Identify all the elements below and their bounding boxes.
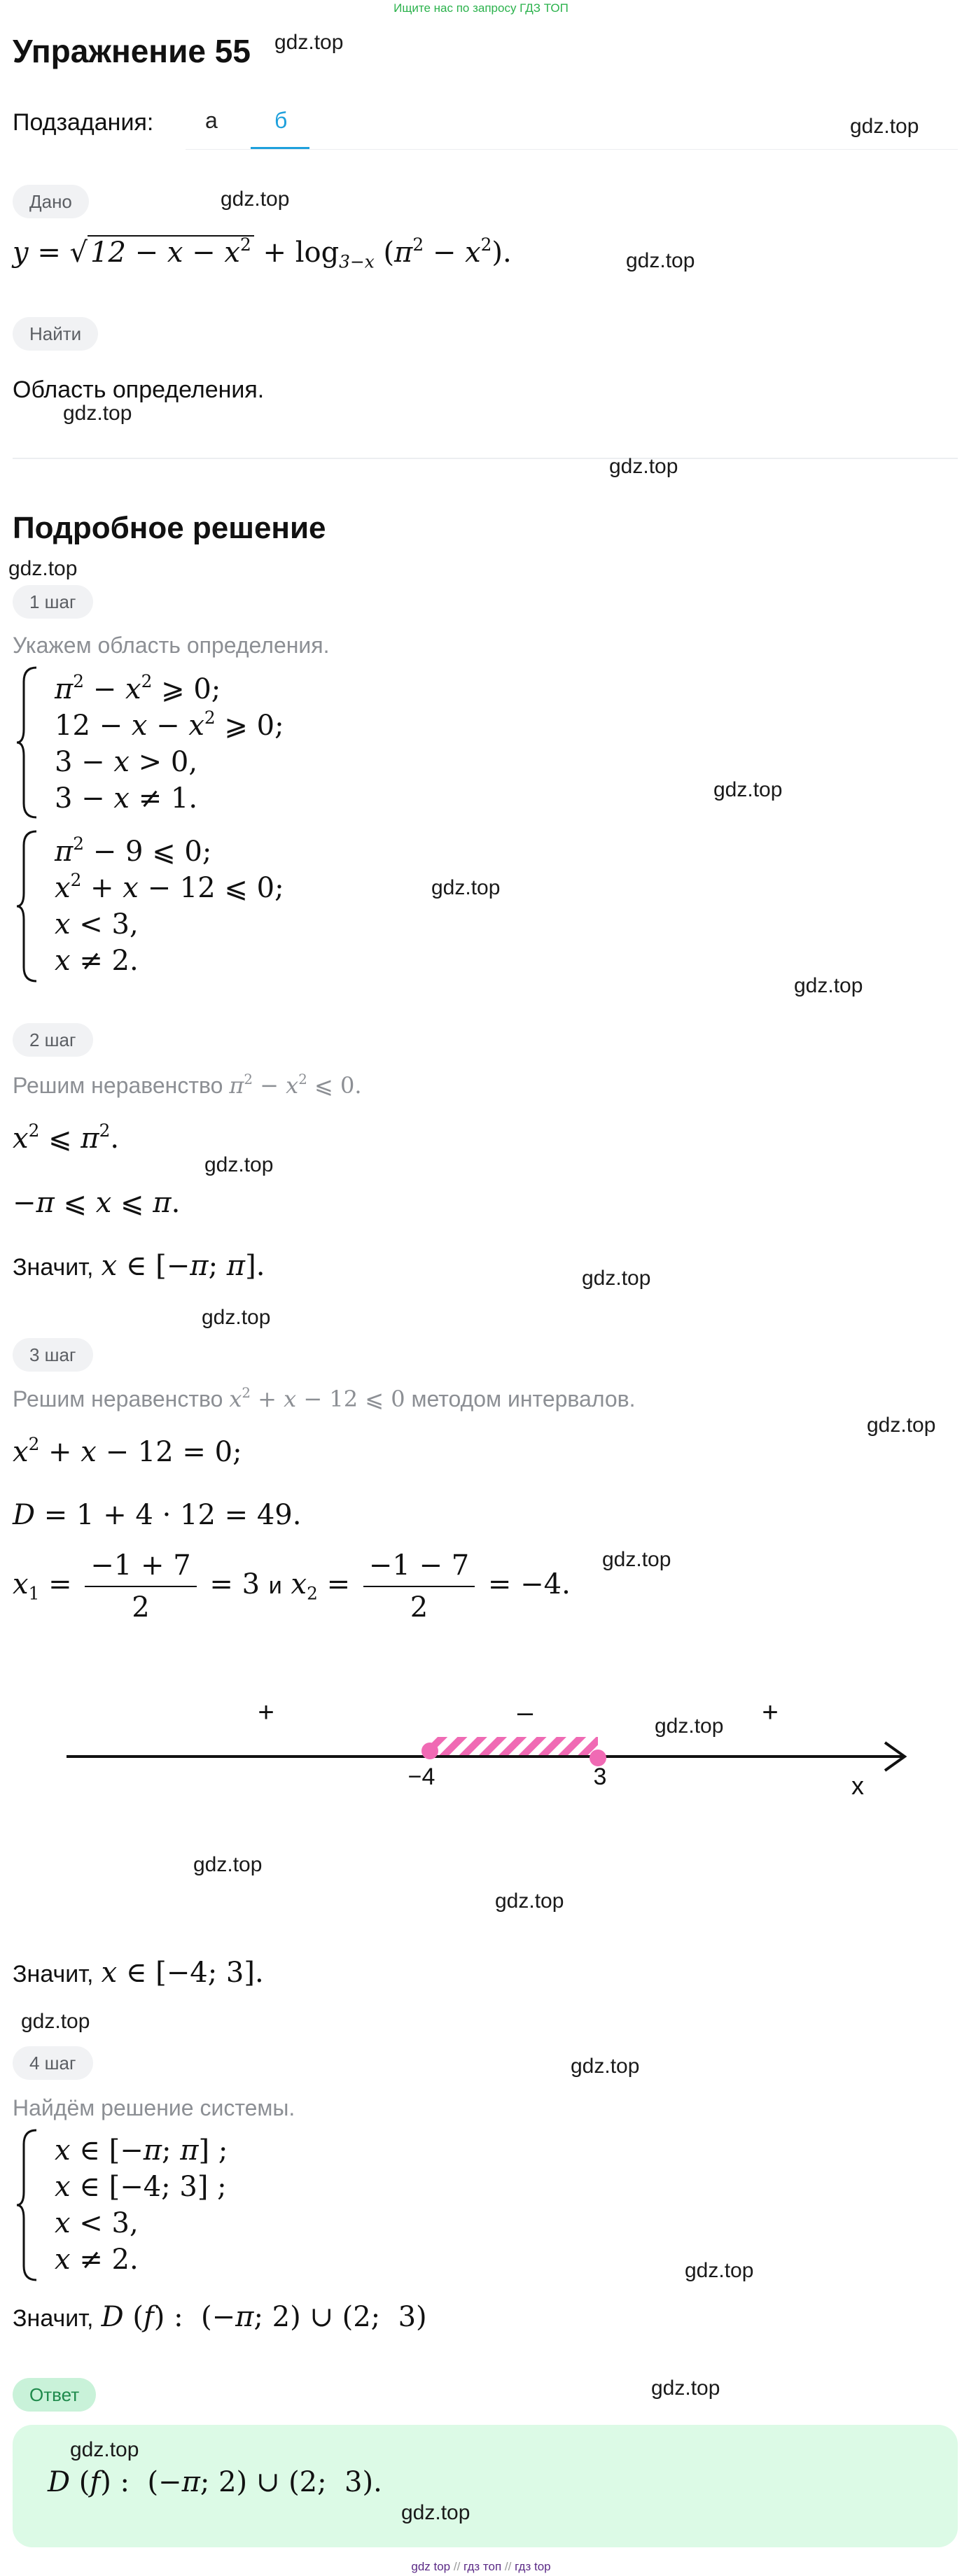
system2-line4: x ≠ 2. [55,945,139,977]
step3-conclusion-word: Значит, [13,1961,94,1987]
watermark: gdz.top [713,778,783,801]
step2-conclusion: Значит, x ∈ [−π; π]. [13,1250,265,1282]
system1-brace [14,665,42,820]
system3-line2: x ∈ [−4; 3] ; [55,2171,227,2203]
footer-links [0,2560,962,2574]
watermark: gdz.top [651,2377,720,2400]
footer-link-1[interactable]: gdz top [411,2560,451,2573]
x2-value: = −4. [487,1568,571,1600]
watermark: gdz.top [21,2010,90,2033]
point-label-3: 3 [593,1764,607,1790]
step4-intro: Найдём решение системы. [13,2095,295,2120]
footer-separator: // [453,2560,461,2573]
tabs-divider [186,149,958,150]
watermark: gdz.top [602,1548,671,1571]
watermark: gdz.top [850,115,919,138]
watermark: gdz.top [8,557,78,580]
x1-denominator: 2 [132,1591,150,1624]
footer-link-2[interactable]: гдз топ [463,2560,502,2573]
watermark: gdz.top [202,1306,271,1329]
footer-link-3[interactable]: гдз top [515,2560,551,2573]
number-line-diagram [0,1680,962,1820]
watermark: gdz.top [70,2438,139,2461]
system3-brace [14,2127,42,2283]
step1-badge: 1 шаг [13,585,93,619]
system2-brace [14,829,42,984]
shaded-interval [430,1737,598,1757]
watermark: gdz.top [193,1853,263,1876]
step4-conclusion: Значит, D (f) : (−π; 2) ∪ (2; 3) [13,2301,427,2333]
step2-line2: −π ⩽ x ⩽ π. [13,1187,181,1219]
step3-intro-text: Решим неравенство [13,1386,223,1412]
system2-line2: $x^2 + x - 12$ ⩽ 0; [55,869,284,904]
step2-intro-text: Решим неравенство [13,1073,223,1098]
find-text: Область определения. [13,376,265,403]
step3-intro: Решим неравенство $x^2 + x - 12$ ⩽ 0 методом интервалов. [13,1385,636,1412]
watermark: gdz.top [609,455,678,478]
step3-roots: $x_1$ = $\frac{-1 + 7}{2}$ = 3 и $x_2$ = $\frac{-1 - 7}{2}$ = −4. [13,1549,571,1624]
given-formula: y = √ $12 - x - x^2 + \log_{3-x} (\pi^2 - x^2)$. [13,234,512,272]
system3-line1: x ∈ [−π; π] ; [55,2134,228,2167]
watermark: gdz.top [221,188,290,211]
x2-numerator: −1 − 7 [363,1549,475,1587]
step1-intro: Укажем область определения. [13,633,330,658]
point-minus-4 [421,1743,438,1759]
page-title: Упражнение 55 [13,33,251,69]
tab-a[interactable]: а [205,108,218,133]
sign-plus-right: + [762,1697,779,1728]
watermark: gdz.top [794,974,863,997]
step4-badge: 4 шаг [13,2046,93,2080]
solution-title: Подробное решение [13,511,326,545]
step2-conclusion-word: Значит, [13,1254,94,1281]
system1-line4: 3 − x ≠ 1. [55,782,198,815]
find-badge: Найти [13,317,98,351]
system1-line2: $12 - x - x^2$ ⩾ 0; [55,707,284,742]
top-banner[interactable]: Ищите нас по запросу ГДЗ ТОП [393,1,569,15]
system2-line1: $\pi^2 - 9$ ⩽ 0; [55,833,212,868]
step3-conclusion: Значит, x ∈ [−4; 3]. [13,1957,264,1989]
footer-separator: // [504,2560,512,2573]
watermark: gdz.top [495,1889,564,1913]
watermark: gdz.top [655,1715,724,1738]
watermark: gdz.top [431,876,501,899]
answer-badge: Ответ [13,2378,96,2412]
system1-line1: $\pi^2 - x^2$ ⩾ 0; [55,670,221,705]
x2-denominator: 2 [410,1591,428,1624]
subtasks-label: Подзадания: [13,109,154,136]
step3-line2: D = 1 + 4 · 12 = 49. [13,1499,302,1531]
step2-line1: $x^2$ ⩽ $\pi^2$. [13,1120,120,1155]
tab-b[interactable]: б [274,108,288,133]
answer-formula: D (f) : (−π; 2) ∪ (2; 3). [48,2466,382,2498]
step3-badge: 3 шаг [13,1338,93,1372]
x1-numerator: −1 + 7 [85,1549,196,1587]
watermark: gdz.top [401,2501,470,2524]
step3-line1: $x^2 + x - 12 = 0$; [13,1433,242,1468]
point-label-minus-4: −4 [407,1764,435,1790]
given-badge: Дано [13,185,89,218]
sign-plus-left: + [258,1697,274,1728]
watermark: gdz.top [626,249,695,272]
section-divider [13,458,958,459]
step3-intro-tail: методом интервалов. [411,1386,636,1412]
system2-line3: x < 3, [55,908,139,941]
system3-line3: x < 3, [55,2207,139,2239]
watermark: gdz.top [63,402,132,425]
x1-value: = 3 [209,1568,260,1600]
watermark: gdz.top [571,2055,640,2078]
step2-badge: 2 шаг [13,1023,93,1057]
system3-line4: x ≠ 2. [55,2244,139,2276]
watermark: gdz.top [274,31,344,54]
watermark: gdz.top [685,2259,754,2282]
axis-label-x: x [851,1771,864,1800]
step2-intro: Решим неравенство $\pi^2 - x^2$ ⩽ 0. [13,1071,362,1099]
roots-and: и [268,1572,282,1599]
watermark: gdz.top [867,1414,936,1437]
system1-line3: 3 − x > 0, [55,746,198,778]
watermark: gdz.top [204,1153,274,1176]
sign-minus-middle: – [517,1697,534,1728]
step4-conclusion-word: Значит, [13,2305,94,2332]
watermark: gdz.top [582,1267,651,1290]
